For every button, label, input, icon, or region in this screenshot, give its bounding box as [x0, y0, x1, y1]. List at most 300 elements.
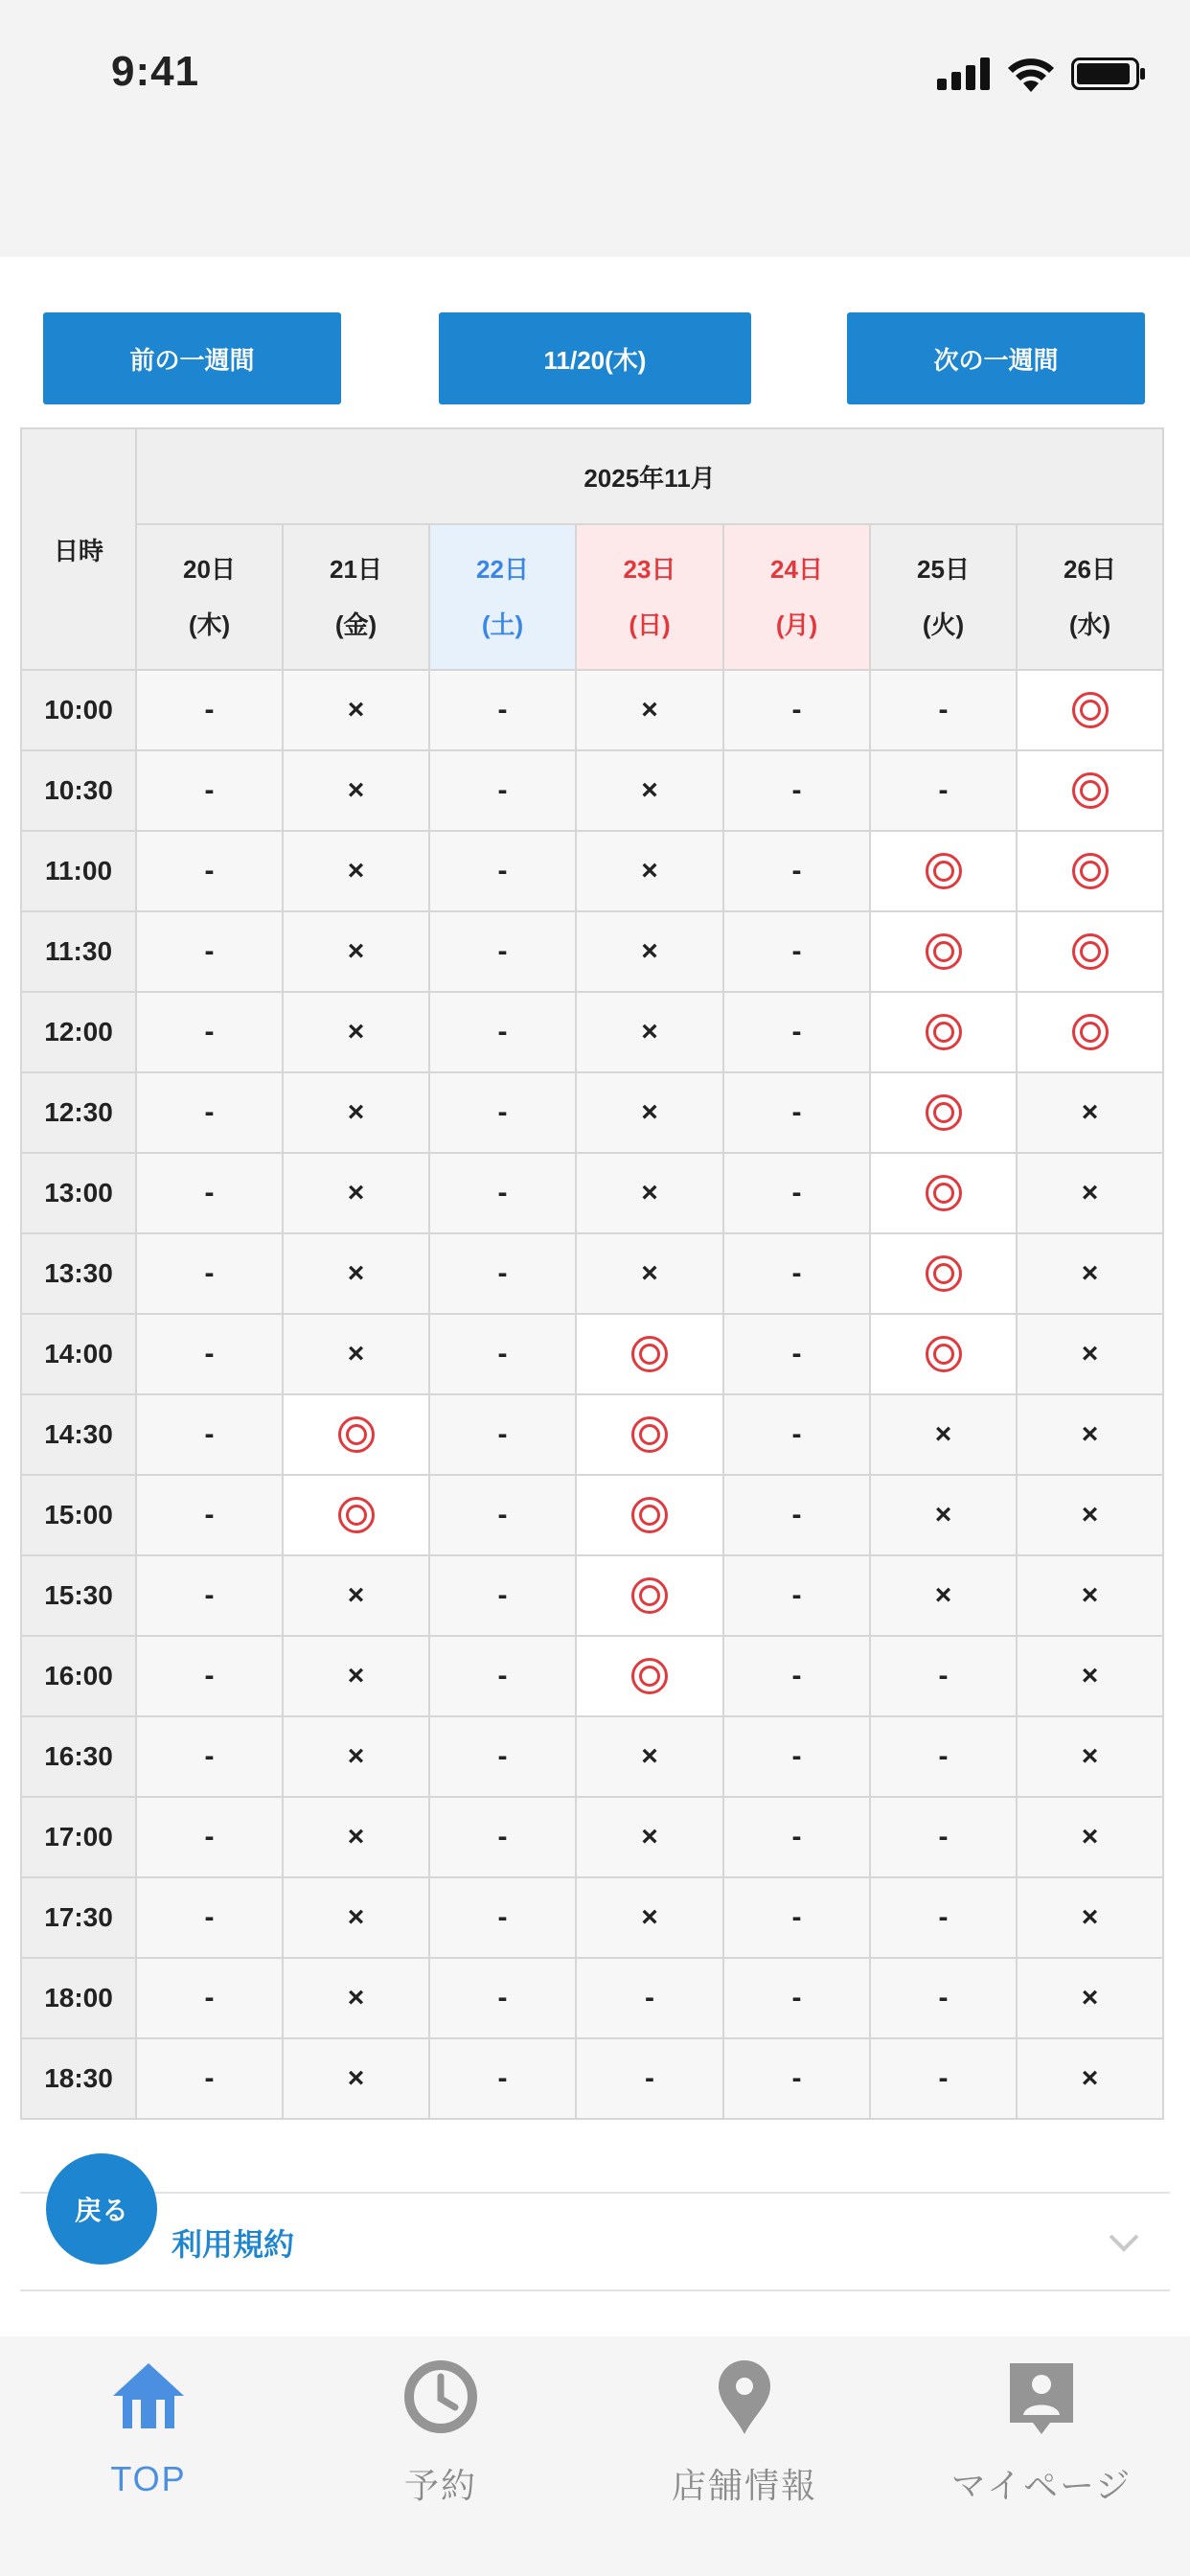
slot-full — [283, 1314, 429, 1394]
slot-full — [283, 2038, 429, 2119]
day-weekday: (木) — [188, 610, 231, 639]
slot-closed — [136, 1636, 283, 1716]
slot-closed — [870, 1797, 1017, 1877]
tab-reservation-label: 予約 — [403, 2466, 477, 2505]
tab-store-info[interactable] — [596, 2336, 893, 2576]
tab-mypage[interactable] — [893, 2336, 1190, 2576]
slot-status: - — [204, 2062, 215, 2094]
slot-full — [283, 911, 429, 992]
slot-status: - — [204, 1257, 215, 1289]
tab-bar — [0, 2336, 1190, 2576]
slot-full — [1017, 1716, 1163, 1797]
slot-available[interactable] — [870, 911, 1017, 992]
slot-status: - — [497, 855, 508, 886]
double-circle-icon — [338, 1416, 375, 1453]
time-label: 13:00 — [21, 1153, 136, 1233]
slot-status: - — [938, 2062, 949, 2094]
wifi-icon — [1006, 54, 1056, 92]
slot-closed — [723, 1958, 870, 2038]
back-button[interactable]: 戻る — [46, 2153, 157, 2265]
slot-status: × — [1081, 1579, 1099, 1611]
slot-status: - — [791, 1257, 802, 1289]
slot-full — [1017, 1233, 1163, 1314]
time-row — [21, 1314, 1163, 1394]
day-date: 23日 — [623, 555, 676, 584]
slot-status: × — [1081, 1660, 1099, 1691]
slot-full — [576, 1072, 723, 1153]
time-label: 18:00 — [21, 1958, 136, 2038]
chevron-down-icon — [1105, 2222, 1143, 2261]
content-area — [0, 257, 1190, 2336]
double-circle-icon — [631, 1416, 668, 1453]
slot-status: - — [791, 1982, 802, 2013]
double-circle-icon — [1072, 772, 1109, 809]
day-header — [723, 524, 870, 670]
slot-status: - — [791, 2062, 802, 2094]
slot-full — [1017, 1072, 1163, 1153]
slot-status: - — [938, 1821, 949, 1852]
slot-closed — [429, 750, 576, 831]
day-header — [1017, 524, 1163, 670]
day-header — [136, 524, 283, 670]
slot-status: × — [1081, 1096, 1099, 1128]
status-time: 9:41 — [111, 48, 200, 95]
slot-status: × — [347, 1579, 365, 1611]
slot-closed — [136, 1233, 283, 1314]
time-row — [21, 2038, 1163, 2119]
slot-status: - — [791, 1338, 802, 1369]
day-date: 21日 — [330, 555, 382, 584]
day-date: 26日 — [1064, 555, 1116, 584]
slot-status: - — [497, 1177, 508, 1208]
slot-available[interactable] — [870, 1153, 1017, 1233]
slot-full — [1017, 1153, 1163, 1233]
time-label: 12:00 — [21, 992, 136, 1072]
schedule-table — [20, 427, 1164, 2120]
slot-status: - — [204, 1660, 215, 1691]
double-circle-icon — [631, 1336, 668, 1372]
slot-status: - — [204, 774, 215, 806]
slot-full — [283, 831, 429, 911]
slot-status: × — [1081, 1338, 1099, 1369]
slot-status: - — [791, 1901, 802, 1933]
double-circle-icon — [1072, 853, 1109, 889]
slot-closed — [723, 1716, 870, 1797]
slot-status: × — [347, 1096, 365, 1128]
slot-closed — [429, 1555, 576, 1636]
time-label: 15:00 — [21, 1475, 136, 1555]
prev-week-button[interactable]: 前の一週間 — [43, 312, 341, 404]
slot-status: × — [1081, 1982, 1099, 2013]
slot-closed — [576, 1958, 723, 2038]
double-circle-icon — [926, 1336, 962, 1372]
slot-closed — [429, 1314, 576, 1394]
time-row — [21, 1636, 1163, 1716]
slot-full — [576, 1233, 723, 1314]
slot-status: × — [641, 1096, 658, 1128]
slot-status: - — [497, 2062, 508, 2094]
slot-closed — [870, 1958, 1017, 2038]
day-header — [429, 524, 576, 670]
next-week-button[interactable]: 次の一週間 — [847, 312, 1145, 404]
slot-closed — [429, 831, 576, 911]
slot-full — [576, 1877, 723, 1958]
slot-closed — [429, 1153, 576, 1233]
slot-status: × — [641, 694, 658, 725]
slot-status: - — [497, 1821, 508, 1852]
tab-store-info-label: 店舗情報 — [671, 2466, 817, 2505]
slot-available[interactable] — [870, 1072, 1017, 1153]
day-date: 22日 — [476, 555, 529, 584]
slot-status: - — [497, 1418, 508, 1450]
double-circle-icon — [926, 1255, 962, 1292]
tab-top[interactable] — [0, 2336, 297, 2576]
time-label: 16:30 — [21, 1716, 136, 1797]
slot-available[interactable] — [576, 1636, 723, 1716]
time-row — [21, 1877, 1163, 1958]
slot-closed — [429, 1394, 576, 1475]
slot-status: - — [204, 1016, 215, 1047]
double-circle-icon — [1072, 933, 1109, 970]
clock-icon — [401, 2358, 480, 2436]
slot-available[interactable] — [870, 992, 1017, 1072]
slot-closed — [723, 1636, 870, 1716]
slot-full — [870, 1475, 1017, 1555]
day-weekday: (土) — [481, 610, 524, 639]
double-circle-icon — [631, 1658, 668, 1694]
slot-status: × — [347, 1901, 365, 1933]
slot-available[interactable] — [1017, 911, 1163, 992]
tab-mypage-label: マイページ — [950, 2466, 1133, 2505]
slot-full — [1017, 2038, 1163, 2119]
slot-full — [283, 1958, 429, 2038]
slot-closed — [576, 2038, 723, 2119]
double-circle-icon — [926, 1014, 962, 1050]
time-row — [21, 1555, 1163, 1636]
slot-status: × — [641, 855, 658, 886]
slot-available[interactable] — [576, 1555, 723, 1636]
slot-closed — [723, 1072, 870, 1153]
slot-closed — [870, 1636, 1017, 1716]
slot-full — [283, 1555, 429, 1636]
slot-full — [1017, 1314, 1163, 1394]
slot-full — [283, 1636, 429, 1716]
slot-closed — [429, 1636, 576, 1716]
slot-status: - — [204, 694, 215, 725]
slot-status: × — [347, 1740, 365, 1772]
slot-closed — [723, 1153, 870, 1233]
slot-status: - — [791, 774, 802, 806]
double-circle-icon — [338, 1497, 375, 1533]
slot-full — [283, 1072, 429, 1153]
month-header: 2025年11月 — [136, 428, 1163, 524]
map-pin-icon — [705, 2358, 784, 2436]
slot-status: - — [497, 1096, 508, 1128]
slot-closed — [136, 2038, 283, 2119]
time-label: 14:00 — [21, 1314, 136, 1394]
slot-closed — [723, 750, 870, 831]
slot-full — [576, 1153, 723, 1233]
slot-full — [576, 911, 723, 992]
slot-status: - — [938, 1660, 949, 1691]
double-circle-icon — [926, 1094, 962, 1131]
slot-closed — [136, 1072, 283, 1153]
datetime-header: 日時 — [21, 428, 136, 670]
time-row — [21, 1797, 1163, 1877]
slot-closed — [136, 750, 283, 831]
slot-available[interactable] — [870, 831, 1017, 911]
slot-closed — [723, 911, 870, 992]
slot-status: × — [641, 1821, 658, 1852]
slot-closed — [136, 1958, 283, 2038]
time-label: 10:00 — [21, 670, 136, 750]
slot-closed — [136, 1394, 283, 1475]
slot-status: × — [934, 1418, 952, 1450]
slot-available[interactable] — [283, 1394, 429, 1475]
time-label: 14:30 — [21, 1394, 136, 1475]
slot-closed — [723, 1555, 870, 1636]
slot-status: - — [204, 1982, 215, 2013]
slot-closed — [723, 1314, 870, 1394]
slot-available[interactable] — [576, 1394, 723, 1475]
slot-available[interactable] — [870, 1314, 1017, 1394]
slot-status: - — [791, 1821, 802, 1852]
day-header — [870, 524, 1017, 670]
slot-closed — [429, 2038, 576, 2119]
slot-closed — [429, 1475, 576, 1555]
time-label: 15:30 — [21, 1555, 136, 1636]
slot-available[interactable] — [1017, 992, 1163, 1072]
time-row — [21, 1958, 1163, 2038]
double-circle-icon — [1072, 1014, 1109, 1050]
slot-full — [870, 1394, 1017, 1475]
slot-full — [283, 1877, 429, 1958]
slot-status: - — [497, 1740, 508, 1772]
time-label: 13:30 — [21, 1233, 136, 1314]
slot-status: × — [641, 1177, 658, 1208]
slot-status: × — [934, 1579, 952, 1611]
slot-closed — [870, 1716, 1017, 1797]
slot-status: - — [497, 694, 508, 725]
slot-status: - — [204, 1579, 215, 1611]
slot-status: - — [497, 1660, 508, 1691]
slot-full — [870, 1555, 1017, 1636]
time-label: 10:30 — [21, 750, 136, 831]
time-label: 17:00 — [21, 1797, 136, 1877]
slot-status: - — [938, 1740, 949, 1772]
slot-closed — [136, 992, 283, 1072]
cellular-signal-icon — [937, 58, 993, 90]
slot-full — [283, 1233, 429, 1314]
tab-reservation[interactable] — [292, 2336, 589, 2576]
slot-status: - — [791, 1418, 802, 1450]
slot-closed — [723, 992, 870, 1072]
tab-top-label: TOP — [110, 2459, 187, 2498]
slot-status: - — [497, 1499, 508, 1530]
slot-closed — [723, 1233, 870, 1314]
slot-status: - — [204, 1338, 215, 1369]
slot-closed — [723, 670, 870, 750]
slot-status: - — [204, 1418, 215, 1450]
slot-status: × — [641, 774, 658, 806]
slot-closed — [870, 2038, 1017, 2119]
slot-full — [283, 670, 429, 750]
slot-status: - — [497, 1338, 508, 1369]
slot-status: - — [645, 2062, 654, 2094]
slot-status: - — [497, 1982, 508, 2013]
slot-available[interactable] — [870, 1233, 1017, 1314]
slot-status: - — [791, 1499, 802, 1530]
slot-status: - — [204, 1177, 215, 1208]
slot-status: × — [347, 1177, 365, 1208]
slot-full — [576, 831, 723, 911]
slot-closed — [870, 670, 1017, 750]
slot-closed — [429, 1072, 576, 1153]
day-date: 25日 — [917, 555, 970, 584]
slot-status: × — [1081, 2062, 1099, 2094]
slot-closed — [723, 831, 870, 911]
slot-status: × — [641, 1016, 658, 1047]
slot-closed — [723, 1394, 870, 1475]
double-circle-icon — [631, 1497, 668, 1533]
slot-status: × — [347, 935, 365, 967]
slot-status: × — [1081, 1418, 1099, 1450]
time-row — [21, 831, 1163, 911]
slot-closed — [723, 2038, 870, 2119]
double-circle-icon — [631, 1577, 668, 1614]
slot-full — [1017, 1555, 1163, 1636]
slot-closed — [136, 1877, 283, 1958]
slot-status: - — [938, 774, 949, 806]
day-header — [576, 524, 723, 670]
slot-status: × — [641, 1740, 658, 1772]
time-row — [21, 1233, 1163, 1314]
slot-closed — [429, 1716, 576, 1797]
slot-closed — [136, 1716, 283, 1797]
double-circle-icon — [926, 853, 962, 889]
slot-closed — [136, 1314, 283, 1394]
slot-status: - — [791, 1740, 802, 1772]
slot-full — [283, 1716, 429, 1797]
time-row — [21, 1072, 1163, 1153]
slot-full — [1017, 1797, 1163, 1877]
day-weekday: (水) — [1068, 610, 1111, 639]
battery-icon — [1071, 58, 1146, 90]
slot-status: × — [347, 1660, 365, 1691]
slot-status: - — [497, 935, 508, 967]
slot-closed — [429, 670, 576, 750]
slot-status: × — [1081, 1740, 1099, 1772]
slot-full — [1017, 1877, 1163, 1958]
slot-full — [576, 1797, 723, 1877]
day-date: 20日 — [183, 555, 236, 584]
slot-closed — [136, 1153, 283, 1233]
day-weekday: (金) — [334, 610, 378, 639]
slot-full — [1017, 1958, 1163, 2038]
slot-status: - — [204, 855, 215, 886]
slot-status: - — [791, 1660, 802, 1691]
slot-closed — [429, 1958, 576, 2038]
slot-status: × — [347, 1016, 365, 1047]
slot-available[interactable] — [576, 1475, 723, 1555]
slot-closed — [429, 1797, 576, 1877]
time-label: 11:00 — [21, 831, 136, 911]
slot-status: × — [347, 1821, 365, 1852]
slot-status: × — [347, 694, 365, 725]
day-header — [283, 524, 429, 670]
slot-status: - — [497, 1257, 508, 1289]
slot-status: - — [497, 1901, 508, 1933]
slot-full — [576, 1716, 723, 1797]
slot-status: - — [497, 1016, 508, 1047]
slot-closed — [723, 1797, 870, 1877]
slot-status: - — [497, 1579, 508, 1611]
slot-full — [283, 992, 429, 1072]
slot-available[interactable] — [576, 1314, 723, 1394]
slot-status: - — [791, 1016, 802, 1047]
slot-available[interactable] — [283, 1475, 429, 1555]
slot-closed — [429, 911, 576, 992]
slot-full — [576, 750, 723, 831]
slot-available[interactable] — [1017, 831, 1163, 911]
slot-status: - — [645, 1982, 654, 2013]
time-row — [21, 911, 1163, 992]
slot-status: × — [1081, 1821, 1099, 1852]
slot-closed — [870, 750, 1017, 831]
slot-full — [283, 1153, 429, 1233]
time-label: 16:00 — [21, 1636, 136, 1716]
slot-closed — [429, 992, 576, 1072]
double-circle-icon — [1072, 692, 1109, 728]
time-label: 12:30 — [21, 1072, 136, 1153]
slot-full — [576, 992, 723, 1072]
double-circle-icon — [926, 933, 962, 970]
time-row — [21, 1394, 1163, 1475]
slot-status: - — [938, 1901, 949, 1933]
slot-status: × — [1081, 1177, 1099, 1208]
time-label: 17:30 — [21, 1877, 136, 1958]
slot-status: × — [934, 1499, 952, 1530]
slot-closed — [136, 1555, 283, 1636]
slot-status: - — [938, 1982, 949, 2013]
slot-status: × — [347, 1982, 365, 2013]
slot-full — [1017, 1394, 1163, 1475]
slot-status: - — [791, 1177, 802, 1208]
slot-full — [576, 670, 723, 750]
slot-status: - — [791, 935, 802, 967]
slot-status: - — [497, 774, 508, 806]
slot-closed — [723, 1475, 870, 1555]
time-row — [21, 1716, 1163, 1797]
person-badge-icon — [1002, 2358, 1081, 2436]
time-row — [21, 992, 1163, 1072]
day-weekday: (火) — [922, 610, 965, 639]
slot-closed — [136, 1797, 283, 1877]
home-icon — [109, 2358, 188, 2436]
time-row — [21, 670, 1163, 750]
slot-status: × — [347, 774, 365, 806]
slot-status: - — [791, 694, 802, 725]
slot-available[interactable] — [1017, 750, 1163, 831]
day-date: 24日 — [770, 555, 823, 584]
slot-status: - — [791, 855, 802, 886]
slot-status: - — [938, 694, 949, 725]
current-date-button[interactable]: 11/20(木) — [439, 312, 751, 404]
slot-available[interactable] — [1017, 670, 1163, 750]
terms-row[interactable] — [20, 2192, 1170, 2291]
slot-status: - — [791, 1579, 802, 1611]
slot-status: - — [204, 935, 215, 967]
